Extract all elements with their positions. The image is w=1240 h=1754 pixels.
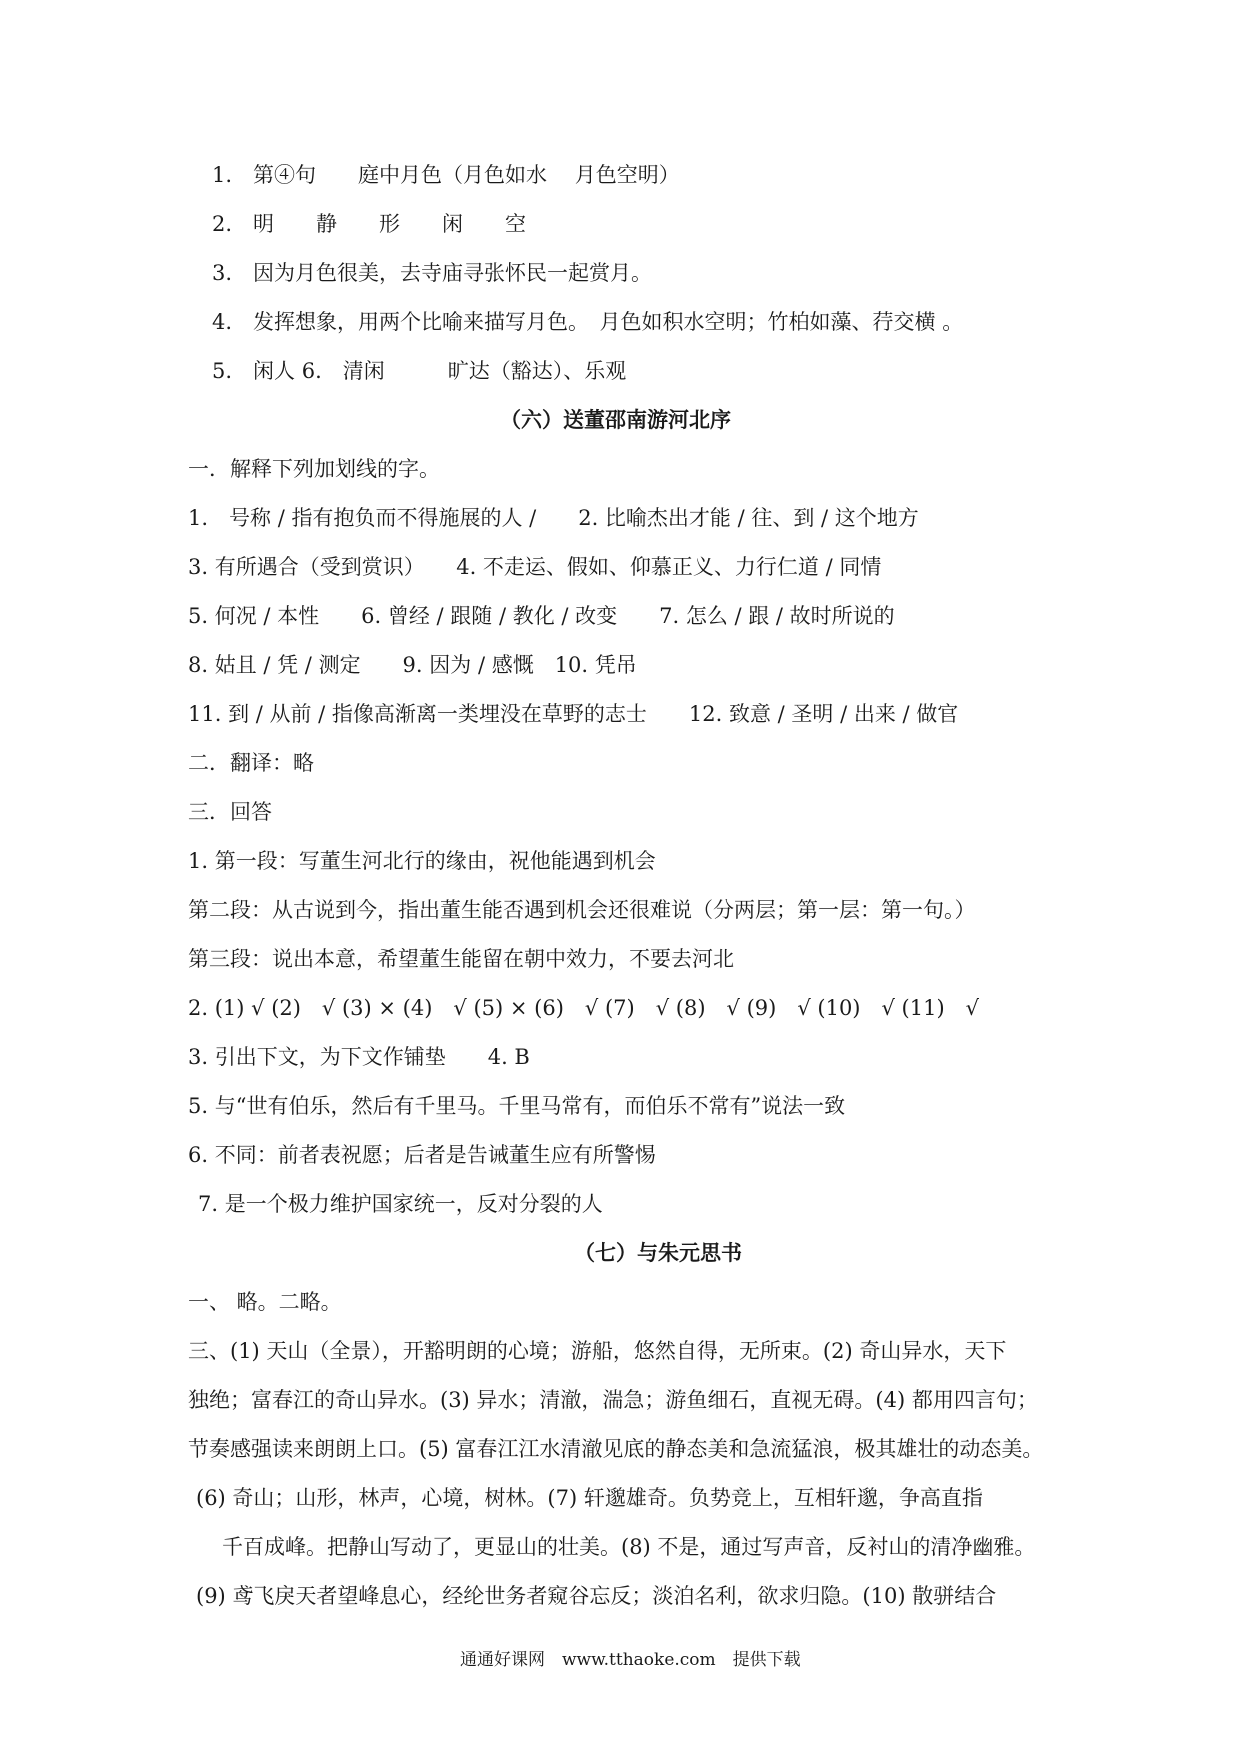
answer-line-q4: 4. 发挥想象，用两个比喻来描写月色。 月色如积水空明；竹柏如藻、荇交横 。 [212, 310, 964, 334]
part-3-line-4: 2. (1) √ (2) √ (3) × (4) √ (5) × (6) √ (7) √ (8) √ (9) √ (10) √ (11) √ [188, 996, 980, 1020]
sec7-line-3: 独绝；富春江的奇山异水。(3) 异水；清澈，湍急；游鱼细石，直视无碍。(4) 都用四言句； [188, 1388, 1038, 1412]
section-heading-7: （七）与朱元思书 [574, 1240, 742, 1265]
part-3-line-1: 1. 第一段：写董生河北行的缘由，祝他能遇到机会 [188, 849, 656, 873]
sec7-line-2: 三、(1) 天山（全景），开豁明朗的心境；游船，悠然自得，无所束。(2) 奇山异水，天下 [188, 1339, 1007, 1363]
page-footer: 通通好课网 www.tthaoke.com 提供下载 [460, 1650, 801, 1670]
answer-line-q1: 1. 第④句 庭中月色（月色如水 月色空明） [212, 163, 680, 187]
part-1-line-5: 11. 到 / 从前 / 指像高渐离一类埋没在草野的志士 12. 致意 / 圣明 / 出来 / 做官 [188, 702, 959, 726]
part-3-line-7: 6. 不同：前者表祝愿；后者是告诫董生应有所警惕 [188, 1143, 656, 1167]
section-heading-6: （六）送董邵南游河北序 [500, 407, 731, 432]
part-3-line-2: 第二段：从古说到今，指出董生能否遇到机会还很难说（分两层；第一层：第一句。） [188, 898, 976, 922]
sec7-line-1: 一、 略。二略。 [188, 1290, 342, 1314]
part-1-line-4: 8. 姑且 / 凭 / 测定 9. 因为 / 感慨 10. 凭吊 [188, 653, 637, 677]
part-3-title: 三．回答 [188, 800, 272, 824]
part-3-line-8: 7. 是一个极力维护国家统一，反对分裂的人 [198, 1192, 603, 1216]
part-1-title: 一．解释下列加划线的字。 [188, 457, 440, 481]
part-1-line-3: 5. 何况 / 本性 6. 曾经 / 跟随 / 教化 / 改变 7. 怎么 / 跟 / 故时所说的 [188, 604, 895, 628]
part-1-line-1: 1. 号称 / 指有抱负而不得施展的人 / 2. 比喻杰出才能 / 往、到 / 这个地方 [188, 506, 919, 530]
sec7-line-4: 节奏感强读来朗朗上口。(5) 富春江江水清澈见底的静态美和急流猛浪，极其雄壮的动态美。 [188, 1437, 1044, 1461]
sec7-line-6: 千百成峰。把静山写动了，更显山的壮美。(8) 不是，通过写声音，反衬山的清净幽雅。 [222, 1535, 1036, 1559]
sec7-line-5: (6) 奇山；山形，林声，心境，树林。(7) 轩邈雄奇。负势竞上，互相轩邈，争高直指 [196, 1486, 983, 1510]
part-1-line-2: 3. 有所遇合（受到赏识） 4. 不走运、假如、仰慕正义、力行仁道 / 同情 [188, 555, 882, 579]
part-2-translation: 二．翻译：略 [188, 751, 314, 775]
answer-line-q2: 2. 明 静 形 闲 空 [212, 212, 527, 236]
part-3-line-3: 第三段：说出本意，希望董生能留在朝中效力，不要去河北 [188, 947, 734, 971]
answer-line-q5: 5. 闲人 6. 清闲 旷达（豁达）、乐观 [212, 359, 627, 383]
answer-line-q3: 3. 因为月色很美，去寺庙寻张怀民一起赏月。 [212, 261, 653, 285]
part-3-line-5: 3. 引出下文，为下文作铺垫 4. B [188, 1045, 530, 1069]
sec7-line-7: (9) 鸢飞戾天者望峰息心，经纶世务者窥谷忘反；淡泊名利，欲求归隐。(10) 散骈结合 [196, 1584, 997, 1608]
part-3-line-6: 5. 与“世有伯乐，然后有千里马。千里马常有，而伯乐不常有”说法一致 [188, 1094, 846, 1118]
